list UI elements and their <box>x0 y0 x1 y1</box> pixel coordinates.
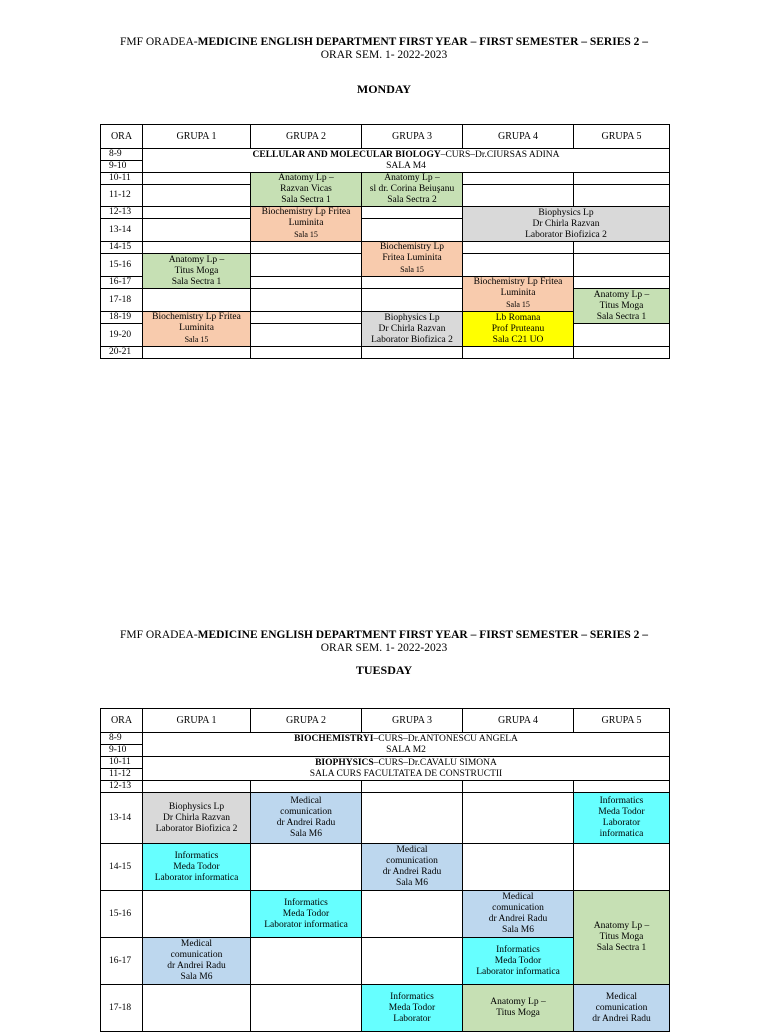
cell-text-line: Sala 15 <box>506 300 530 309</box>
cell-text-line: Titus Moga <box>174 265 219 276</box>
class-cell <box>362 173 463 207</box>
table-row <box>101 844 670 891</box>
empty-cell <box>574 324 670 347</box>
class-cell <box>251 793 362 844</box>
cell-text-line: sl dr. Corina Beiuşanu <box>369 184 455 194</box>
cell-text-line: Meda Todor <box>494 955 542 966</box>
class-cell <box>463 277 574 312</box>
empty-cell <box>143 289 251 312</box>
cell-text-line: Biophysics Lp <box>384 312 440 323</box>
empty-cell <box>574 781 670 793</box>
hour-cell: 11-12 <box>101 769 143 781</box>
title-prefix: FMF ORADEA- <box>119 629 198 641</box>
cell-text-line: Luminita <box>500 288 536 298</box>
class-cell <box>574 289 670 324</box>
cell-text-line: Sala M6 <box>180 972 213 982</box>
cell-text-line: dr Andrei Radu <box>488 914 548 924</box>
day-heading-monday: MONDAY <box>356 82 412 96</box>
cell-text-line: Anatomy Lp – <box>593 289 650 300</box>
hour-cell: 15-16 <box>101 891 143 938</box>
cell-text-line: Anatomy Lp – <box>168 254 225 265</box>
empty-cell <box>143 985 251 1032</box>
cell-text-line: dr Andrei Radu <box>592 1013 651 1024</box>
table-row <box>101 733 670 745</box>
cell-text-line: Meda Todor <box>282 908 330 919</box>
cell-text-line: Fritea Luminita <box>382 253 442 263</box>
hour-cell: 12-13 <box>101 207 143 219</box>
empty-cell <box>463 254 574 277</box>
cell-text-line: Biochemistry Lp <box>379 242 445 252</box>
cell-text-line: Laborator Biofizica 2 <box>155 823 238 834</box>
header-cell: GRUPA 2 <box>251 125 362 149</box>
class-cell <box>143 793 251 844</box>
empty-cell <box>251 347 362 359</box>
class-cell <box>143 312 251 347</box>
class-cell <box>463 985 574 1032</box>
class-cell <box>251 207 362 242</box>
class-cell <box>463 938 574 985</box>
empty-cell <box>463 347 574 359</box>
cell-text-line: comunication <box>595 1002 648 1013</box>
table-row <box>101 289 670 312</box>
page-title <box>0 36 768 62</box>
cell-text-line: Laborator informatica <box>264 919 348 930</box>
course-lecturer: –CURS–Dr.CAVALU SIMONA <box>373 757 497 768</box>
hour-cell: 17-18 <box>101 289 143 312</box>
cell-text-line: Meda Todor <box>388 1002 436 1013</box>
empty-cell <box>574 185 670 207</box>
tuesday-schedule-table <box>100 708 670 1032</box>
empty-cell <box>362 219 463 242</box>
cell-text-line: Titus Moga <box>599 300 644 311</box>
table-row <box>101 757 670 769</box>
course-room: SALA M4 <box>386 160 426 171</box>
empty-cell <box>463 242 574 254</box>
empty-cell <box>463 844 574 891</box>
cell-text-line: Laborator <box>602 818 641 828</box>
class-cell <box>463 891 574 938</box>
empty-cell <box>574 254 670 277</box>
empty-cell <box>362 891 463 938</box>
cell-text-line: Sala Sectra 1 <box>596 943 647 953</box>
cell-text-line: Informatics <box>599 796 644 806</box>
hour-cell: 9-10 <box>101 161 143 173</box>
cell-text-line: Anatomy Lp – <box>278 173 334 183</box>
cell-text-line: Anatomy Lp – <box>593 921 650 931</box>
cell-text-line: Dr Chirla Razvan <box>532 218 600 229</box>
cell-text-line: Informatics <box>496 944 540 955</box>
header-cell: GRUPA 3 <box>362 709 463 733</box>
hour-cell: 8-9 <box>101 149 143 161</box>
cell-text-line: Medical <box>502 892 534 902</box>
table-row <box>101 242 670 254</box>
class-cell <box>463 207 670 242</box>
table-row <box>101 793 670 844</box>
cell-text-line: Informatics <box>174 850 219 861</box>
cell-text-line: Biophysics Lp <box>538 207 594 218</box>
cell-text-line: dr Andrei Radu <box>382 867 442 877</box>
empty-cell <box>251 254 362 277</box>
header-cell: GRUPA 5 <box>574 709 670 733</box>
empty-cell <box>574 173 670 185</box>
cell-text-line: Sala Sectra 1 <box>281 195 331 205</box>
class-cell <box>362 985 463 1032</box>
hour-cell: 10-11 <box>101 173 143 185</box>
semester-subtitle: ORAR SEM. 1- 2022-2023 <box>320 49 448 61</box>
title-prefix: FMF ORADEA- <box>119 36 198 48</box>
empty-cell <box>251 289 362 312</box>
course-cell <box>143 733 670 757</box>
class-cell <box>143 938 251 985</box>
empty-cell <box>574 347 670 359</box>
empty-cell <box>251 324 362 347</box>
course-title: BIOCHEMISTRYI <box>294 733 374 744</box>
cell-text-line: Sala Sectra 1 <box>596 311 647 322</box>
empty-cell <box>362 289 463 312</box>
cell-text-line: Laborator Biofizica 2 <box>525 229 607 240</box>
cell-text-line: Anatomy Lp – <box>490 997 546 1007</box>
cell-text-line: Luminita <box>288 218 324 228</box>
class-cell <box>463 312 574 347</box>
cell-text-line: Razvan Vicas <box>280 184 332 194</box>
class-cell <box>362 242 463 277</box>
empty-cell <box>362 207 463 219</box>
class-cell <box>574 891 670 985</box>
cell-text-line: Biochemistry Lp Fritea <box>261 207 351 217</box>
empty-cell <box>574 242 670 254</box>
hour-cell: 19-20 <box>101 324 143 347</box>
empty-cell <box>362 277 463 289</box>
cell-text-line: Luminita <box>179 323 214 333</box>
course-lecturer: –CURS–Dr.ANTONESCU ANGELA <box>373 733 518 744</box>
class-cell <box>362 312 463 347</box>
hour-cell: 10-11 <box>101 757 143 769</box>
header-cell: GRUPA 3 <box>362 125 463 149</box>
empty-cell <box>463 185 574 207</box>
hour-cell: 16-17 <box>101 938 143 985</box>
table-row <box>101 207 670 219</box>
class-cell <box>143 254 251 289</box>
empty-cell <box>143 891 251 938</box>
hour-cell: 14-15 <box>101 242 143 254</box>
cell-text-line: Prof Pruteanu <box>491 323 545 334</box>
table-row <box>101 173 670 185</box>
page-title <box>0 629 768 655</box>
cell-text-line: Biochemistry Lp Fritea <box>473 277 563 287</box>
cell-text-line: dr Andrei Radu <box>276 818 336 828</box>
course-lecturer: –CURS–Dr.CIURSAS ADINA <box>440 149 560 160</box>
hour-cell: 20-21 <box>101 347 143 359</box>
empty-cell <box>574 277 670 289</box>
title-bold: MEDICINE ENGLISH DEPARTMENT FIRST YEAR – FIRST SEMESTER – SERIES 2 – <box>197 629 649 641</box>
empty-cell <box>143 173 251 185</box>
class-cell <box>251 891 362 938</box>
header-cell: ORA <box>101 709 143 733</box>
cell-text-line: Dr Chirla Razvan <box>162 812 230 823</box>
class-cell <box>574 793 670 844</box>
empty-cell <box>251 781 362 793</box>
cell-text-line: Sala 15 <box>294 230 318 239</box>
cell-text-line: Sala M6 <box>502 925 534 935</box>
course-room: SALA CURS FACULTATEA DE CONSTRUCTII <box>309 768 503 779</box>
cell-text-line: Sala 15 <box>184 335 209 344</box>
cell-text-line: comunication <box>170 950 223 960</box>
empty-cell <box>251 844 362 891</box>
empty-cell <box>362 781 463 793</box>
cell-text-line: comunication <box>386 856 438 866</box>
table-row <box>101 347 670 359</box>
class-cell <box>362 844 463 891</box>
cell-text-line: Sala Sectra 1 <box>171 276 222 287</box>
empty-cell <box>143 219 251 242</box>
empty-cell <box>362 793 463 844</box>
empty-cell <box>463 781 574 793</box>
cell-text-line: comunication <box>492 903 544 913</box>
cell-text-line: Laborator <box>393 1013 431 1024</box>
table-row <box>101 985 670 1032</box>
hour-cell: 13-14 <box>101 793 143 844</box>
empty-cell <box>362 347 463 359</box>
hour-cell: 16-17 <box>101 277 143 289</box>
cell-text-line: Informatics <box>390 991 434 1002</box>
cell-text-line: Titus Moga <box>599 932 644 942</box>
empty-cell <box>463 793 574 844</box>
hour-cell: 9-10 <box>101 745 143 757</box>
cell-text-line: Meda Todor <box>173 861 220 872</box>
header-cell: GRUPA 1 <box>143 709 251 733</box>
empty-cell <box>362 938 463 985</box>
hour-cell: 15-16 <box>101 254 143 277</box>
hour-cell: 12-13 <box>101 781 143 793</box>
empty-cell <box>463 173 574 185</box>
cell-text-line: Sala M6 <box>290 829 322 839</box>
monday-schedule-table <box>100 124 670 359</box>
cell-text-line: Sala 15 <box>400 265 424 274</box>
header-cell: GRUPA 4 <box>463 125 574 149</box>
cell-text-line: Meda Todor <box>598 807 645 817</box>
cell-text-line: comunication <box>280 807 332 817</box>
cell-text-line: Lb Romana <box>495 312 541 323</box>
cell-text-line: Medical <box>180 939 213 949</box>
class-cell <box>251 173 362 207</box>
empty-cell <box>251 312 362 324</box>
title-bold: MEDICINE ENGLISH DEPARTMENT FIRST YEAR – FIRST SEMESTER – SERIES 2 – <box>197 36 649 48</box>
table-row <box>101 149 670 161</box>
empty-cell <box>251 938 362 985</box>
course-cell <box>143 757 670 781</box>
class-cell <box>574 985 670 1032</box>
hour-cell: 18-19 <box>101 312 143 324</box>
cell-text-line: Laborator informatica <box>154 872 239 883</box>
cell-text-line: Medical <box>290 796 322 806</box>
cell-text-line: Informatics <box>284 897 328 908</box>
course-cell <box>143 149 670 173</box>
empty-cell <box>143 207 251 219</box>
empty-cell <box>574 844 670 891</box>
empty-cell <box>251 242 362 254</box>
header-cell: GRUPA 5 <box>574 125 670 149</box>
hour-cell: 14-15 <box>101 844 143 891</box>
empty-cell <box>143 242 251 254</box>
cell-text-line: Anatomy Lp – <box>384 173 440 183</box>
cell-text-line: Sala M6 <box>396 878 428 888</box>
table-row <box>101 891 670 938</box>
empty-cell <box>143 781 251 793</box>
hour-cell: 11-12 <box>101 185 143 207</box>
class-cell <box>143 844 251 891</box>
cell-text-line: Medical <box>396 845 428 855</box>
cell-text-line: dr Andrei Radu <box>167 961 226 971</box>
cell-text-line: Dr Chirla Razvan <box>378 323 446 334</box>
header-cell: GRUPA 4 <box>463 709 574 733</box>
hour-cell: 8-9 <box>101 733 143 745</box>
course-title: BIOPHYSICS <box>315 757 374 768</box>
empty-cell <box>143 185 251 207</box>
cell-text-line: Biophysics Lp <box>168 801 225 812</box>
empty-cell <box>251 277 362 289</box>
day-heading-tuesday: TUESDAY <box>355 663 413 677</box>
hour-cell: 17-18 <box>101 985 143 1032</box>
table-header-row <box>101 709 670 733</box>
header-cell: GRUPA 1 <box>143 125 251 149</box>
cell-text-line: Laborator informatica <box>476 966 560 977</box>
cell-text-line: Biochemistry Lp Fritea <box>152 312 241 322</box>
cell-text-line: Titus Moga <box>496 1008 540 1018</box>
table-header-row <box>101 125 670 149</box>
empty-cell <box>143 347 251 359</box>
header-cell: GRUPA 2 <box>251 709 362 733</box>
cell-text-line: informatica <box>599 829 644 839</box>
course-title: CELLULAR AND MOLECULAR BIOLOGY <box>252 149 441 160</box>
cell-text-line: Sala C21 UO <box>492 334 544 345</box>
cell-text-line: Medical <box>605 991 638 1002</box>
header-cell: ORA <box>101 125 143 149</box>
hour-cell: 13-14 <box>101 219 143 242</box>
semester-subtitle: ORAR SEM. 1- 2022-2023 <box>320 642 448 654</box>
cell-text-line: Laborator Biofizica 2 <box>371 334 453 345</box>
cell-text-line: Sala Sectra 2 <box>387 195 437 205</box>
course-room: SALA M2 <box>386 744 426 755</box>
table-row <box>101 781 670 793</box>
empty-cell <box>251 985 362 1032</box>
